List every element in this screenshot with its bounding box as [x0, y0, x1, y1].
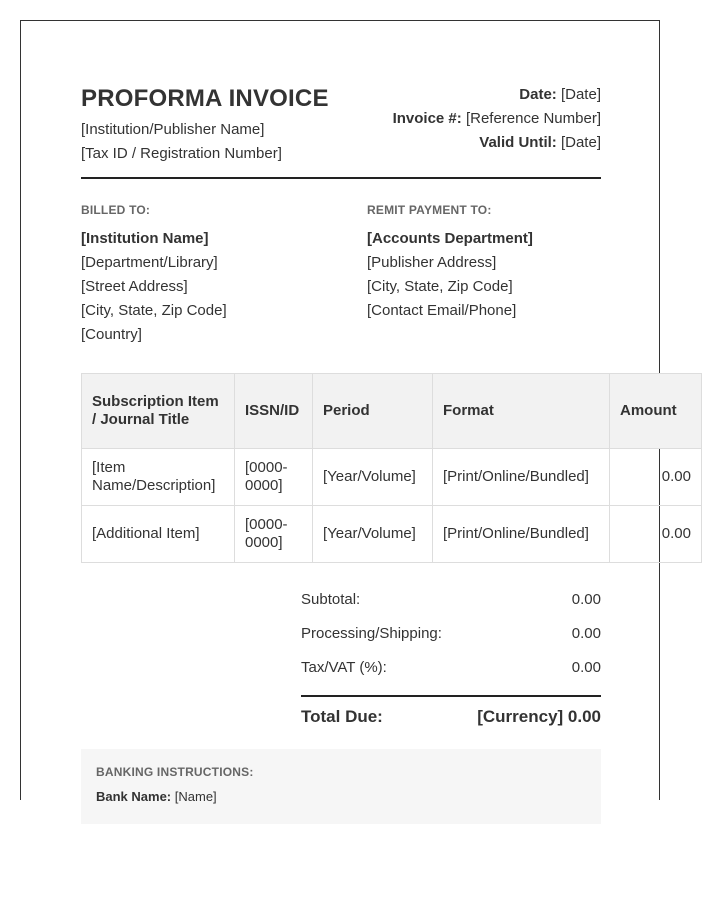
invoice-header: [81, 83, 601, 179]
date-line: [393, 83, 601, 107]
valid-until-line: [393, 131, 601, 155]
bank-name-label: Bank Name:: [96, 789, 172, 804]
remit-to-heading: REMIT PAYMENT TO:: [367, 203, 492, 217]
remit-to-line: [Publisher Address]: [367, 254, 497, 271]
period-cell: [Year/Volume]: [313, 449, 433, 506]
table-row: [82, 506, 702, 563]
banking-section: [81, 749, 601, 824]
billed-to-line: [City, State, Zip Code]: [81, 302, 227, 319]
invoice-title: PROFORMA INVOICE: [81, 85, 329, 112]
total-due-value: [Currency] 0.00: [477, 707, 601, 726]
table-header-row: [82, 374, 702, 449]
invoice-page: [20, 20, 691, 804]
remit-to-line: [City, State, Zip Code]: [367, 278, 513, 295]
subtotal-row: [301, 589, 601, 623]
billed-to-block: [81, 203, 227, 347]
items-table: [81, 373, 702, 563]
parties-section: [81, 179, 601, 373]
invoice-meta: [393, 83, 601, 155]
shipping-value: 0.00: [571, 625, 601, 642]
bank-name-value: [Name]: [174, 789, 217, 804]
tax-value: 0.00: [571, 659, 601, 676]
billed-to-line: [Street Address]: [81, 278, 188, 295]
issn-cell: [0000-0000]: [235, 449, 313, 506]
format-cell: [Print/Online/Bundled]: [433, 506, 610, 563]
valid-until-label: Valid Until:: [479, 134, 557, 151]
invoice-number-value: [Reference Number]: [465, 110, 601, 127]
subtotal-label: Subtotal:: [301, 591, 361, 608]
total-due-row: [301, 695, 601, 727]
period-cell: [Year/Volume]: [313, 506, 433, 563]
column-header-item: Subscription Item / Journal Title: [82, 374, 235, 449]
format-cell: [Print/Online/Bundled]: [433, 449, 610, 506]
tax-label: Tax/VAT (%):: [301, 659, 387, 676]
column-header-amount: Amount: [610, 374, 702, 449]
amount-cell: 0.00: [610, 506, 702, 563]
remit-to-name: [Accounts Department]: [367, 230, 533, 247]
shipping-label: Processing/Shipping:: [301, 625, 442, 642]
issuer-name: [Institution/Publisher Name]: [81, 121, 265, 138]
column-header-period: Period: [313, 374, 433, 449]
item-cell: [Additional Item]: [82, 506, 235, 563]
total-due-label: Total Due:: [301, 707, 383, 726]
tax-row: [301, 657, 601, 691]
remit-to-line: [Contact Email/Phone]: [367, 302, 517, 319]
date-value: [Date]: [560, 86, 601, 103]
invoice-content: [81, 83, 691, 824]
billed-to-heading: BILLED TO:: [81, 203, 151, 217]
invoice-number-line: [393, 107, 601, 131]
subtotal-value: 0.00: [571, 591, 601, 608]
billed-to-line: [Department/Library]: [81, 254, 218, 271]
amount-cell: 0.00: [610, 449, 702, 506]
valid-until-value: [Date]: [560, 134, 601, 151]
invoice-number-label: Invoice #:: [392, 110, 462, 127]
issuer-tax-id: [Tax ID / Registration Number]: [81, 145, 282, 162]
date-label: Date:: [519, 86, 557, 103]
column-header-issn: ISSN/ID: [235, 374, 313, 449]
billed-to-line: [Country]: [81, 326, 142, 343]
item-cell: [Item Name/Description]: [82, 449, 235, 506]
issn-cell: [0000-0000]: [235, 506, 313, 563]
banking-heading: BANKING INSTRUCTIONS:: [96, 765, 254, 779]
totals-section: [301, 589, 601, 727]
table-row: [82, 449, 702, 506]
remit-to-block: [367, 203, 533, 323]
shipping-row: [301, 623, 601, 657]
billed-to-name: [Institution Name]: [81, 230, 209, 247]
column-header-format: Format: [433, 374, 610, 449]
bank-name-line: [96, 789, 586, 804]
